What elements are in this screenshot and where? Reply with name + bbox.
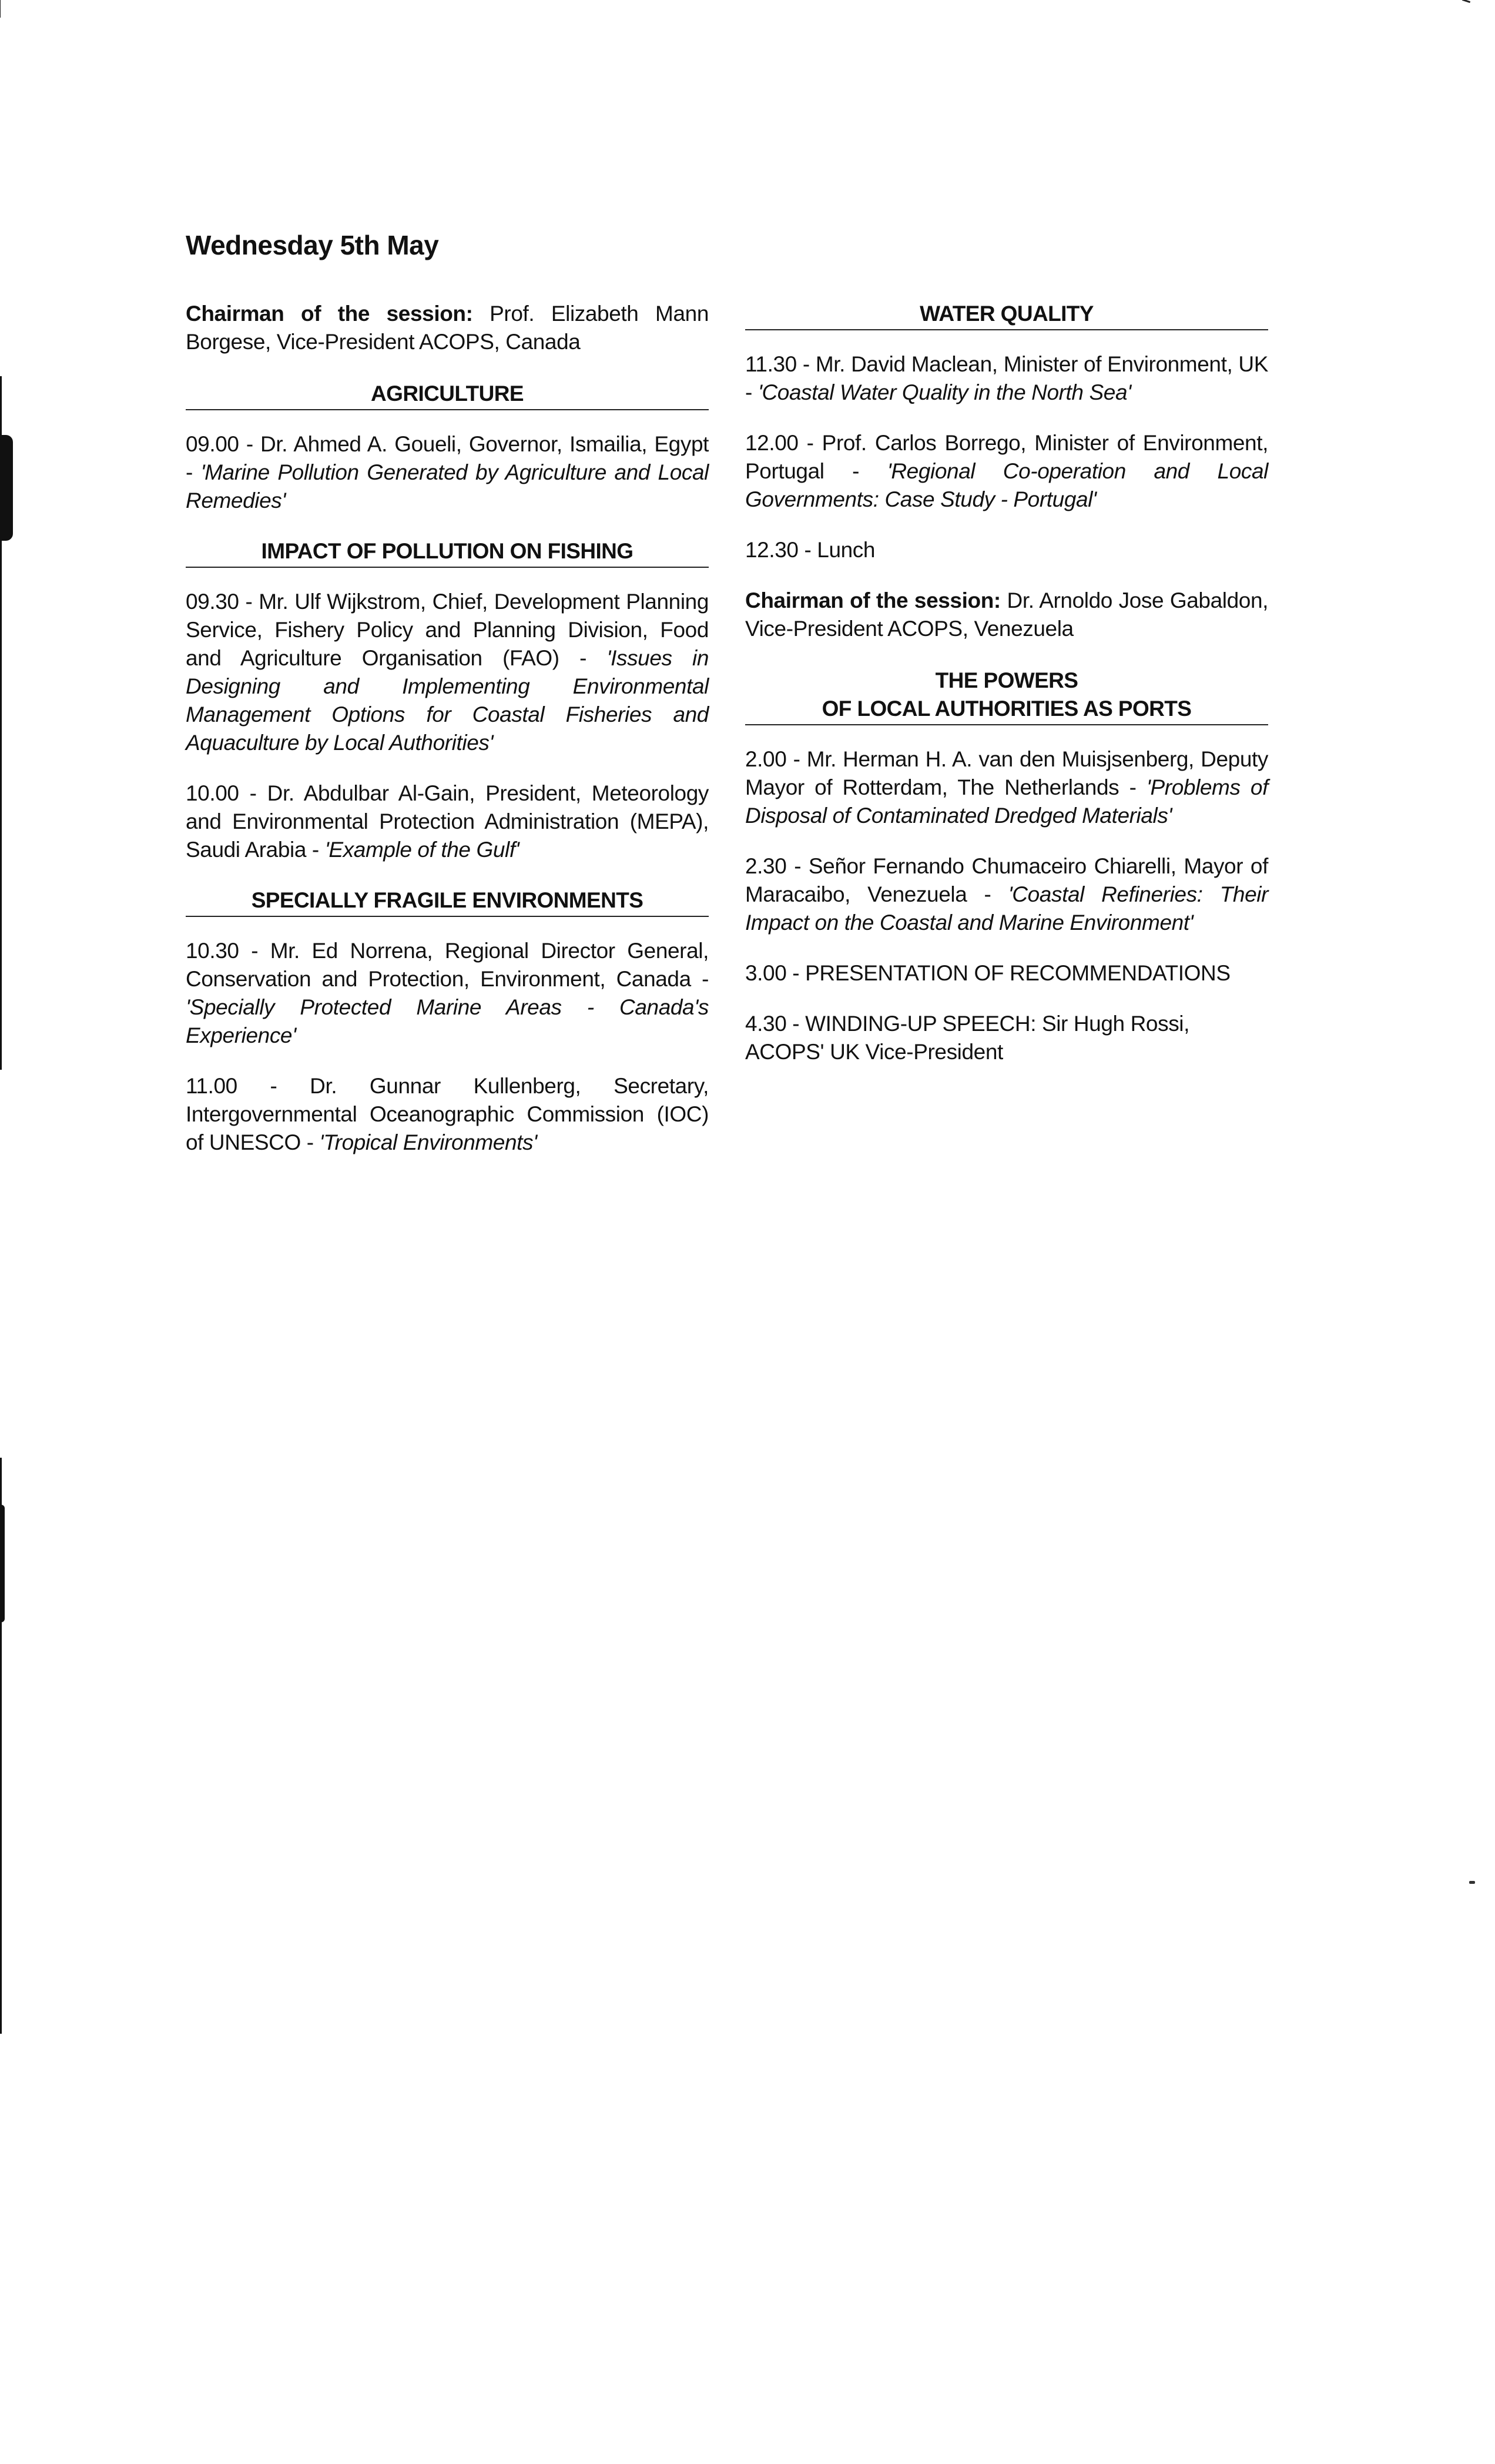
presentation-entry: 3.00 - PRESENTATION OF RECOMMENDATIONS (745, 961, 1231, 985)
page-title: Wednesday 5th May (186, 230, 439, 260)
scan-mark-top-right (1462, 0, 1473, 6)
entry-title: 'Problems of Disposal of Contaminated Dredged Materials' (745, 775, 1268, 828)
chair-label: Chairman of the session: (186, 302, 473, 326)
section-heading-water-quality: WATER QUALITY (745, 300, 1268, 330)
session-chair-morning (186, 300, 709, 356)
section-heading-powers-ports (745, 667, 1268, 725)
agenda-entry (745, 429, 1268, 514)
scan-dot-right (1469, 1881, 1475, 1884)
chair-text: Dr. Arnoldo Jose Gabaldon, Vice-President ACOPS, Venezuela (745, 588, 1268, 641)
right-column (745, 300, 1268, 1089)
section-heading-fragile-environments: SPECIALLY FRAGILE ENVIRONMENTS (186, 886, 709, 917)
entry-title: 'Marine Pollution Generated by Agriculture and Local Remedies' (186, 460, 709, 513)
agenda-entry (745, 852, 1268, 937)
left-column (186, 300, 709, 1179)
scan-blot-left-upper (0, 435, 13, 541)
entry-speaker: 10.30 - Mr. Ed Norrena, Regional Director General, Conservation and Protection, Environment, Canada - (186, 939, 709, 991)
agenda-entry (186, 588, 709, 757)
section-heading-agriculture: AGRICULTURE (186, 380, 709, 410)
entry-title: 'Specially Protected Marine Areas - Canada's Experience' (186, 995, 709, 1047)
entry-title: 'Issues in Designing and Implementing Environmental Management Options for Coastal Fisheries and Aquaculture by Local Authorities' (186, 646, 709, 755)
heading-line: THE POWERS (935, 668, 1078, 692)
agenda-entry (186, 1072, 709, 1157)
agenda-entry (745, 350, 1268, 407)
entry-speaker: 11.00 - Dr. Gunnar Kullenberg, Secretary, Intergovernmental Oceanographic Commission (IOC) of UNESCO - (186, 1074, 709, 1154)
entry-speaker: 2.00 - Mr. Herman H. A. van den Muisjsenberg, Deputy Mayor of Rotterdam, The Netherlands - (745, 747, 1268, 799)
entry-speaker: 09.30 - Mr. Ulf Wijkstrom, Chief, Development Planning Service, Fishery Policy and Planning Division, Food and Agriculture Organisation (FAO) - (186, 590, 709, 670)
entry-title: 'Regional Co-operation and Local Governments: Case Study - Portugal' (745, 459, 1269, 511)
agenda-entry (186, 779, 709, 864)
entry-speaker: 09.00 - Dr. Ahmed A. Goueli, Governor, Ismailia, Egypt - (186, 432, 709, 484)
entry-speaker: 10.00 - Dr. Abdulbar Al-Gain, President, Meteorology and Environmental Protection Administration (MEPA), Saudi Arabia - (186, 781, 709, 862)
entry-title: 'Coastal Refineries: Their Impact on the Coastal and Marine Environment' (745, 882, 1268, 935)
entry-speaker: 2.30 - Señor Fernando Chumaceiro Chiarelli, Mayor of Maracaibo, Venezuela - (745, 854, 1268, 906)
entry-speaker: 12.00 - Prof. Carlos Borrego, Minister of Environment, Portugal - (745, 431, 1268, 483)
scan-edge-top (0, 0, 1, 18)
entry-title: 'Example of the Gulf' (324, 838, 519, 862)
winding-up-entry: 4.30 - WINDING-UP SPEECH: Sir Hugh Rossi, ACOPS' UK Vice-President (745, 1012, 1189, 1064)
section-heading-fishing: IMPACT OF POLLUTION ON FISHING (186, 537, 709, 568)
chair-text: Prof. Elizabeth Mann Borgese, Vice-President ACOPS, Canada (186, 302, 709, 354)
entry-speaker: 11.30 - Mr. David Maclean, Minister of Environment, UK - (745, 352, 1268, 404)
agenda-entry (745, 745, 1268, 830)
lunch-entry: 12.30 - Lunch (745, 538, 876, 562)
agenda-entry (186, 937, 709, 1050)
agenda-entry (186, 430, 709, 515)
chair-label: Chairman of the session: (745, 588, 1001, 612)
session-chair-afternoon (745, 587, 1268, 643)
scan-blot-left-lower (0, 1505, 5, 1622)
entry-title: 'Tropical Environments' (319, 1130, 537, 1154)
heading-line: OF LOCAL AUTHORITIES AS PORTS (822, 697, 1192, 721)
entry-title: 'Coastal Water Quality in the North Sea' (757, 380, 1131, 404)
